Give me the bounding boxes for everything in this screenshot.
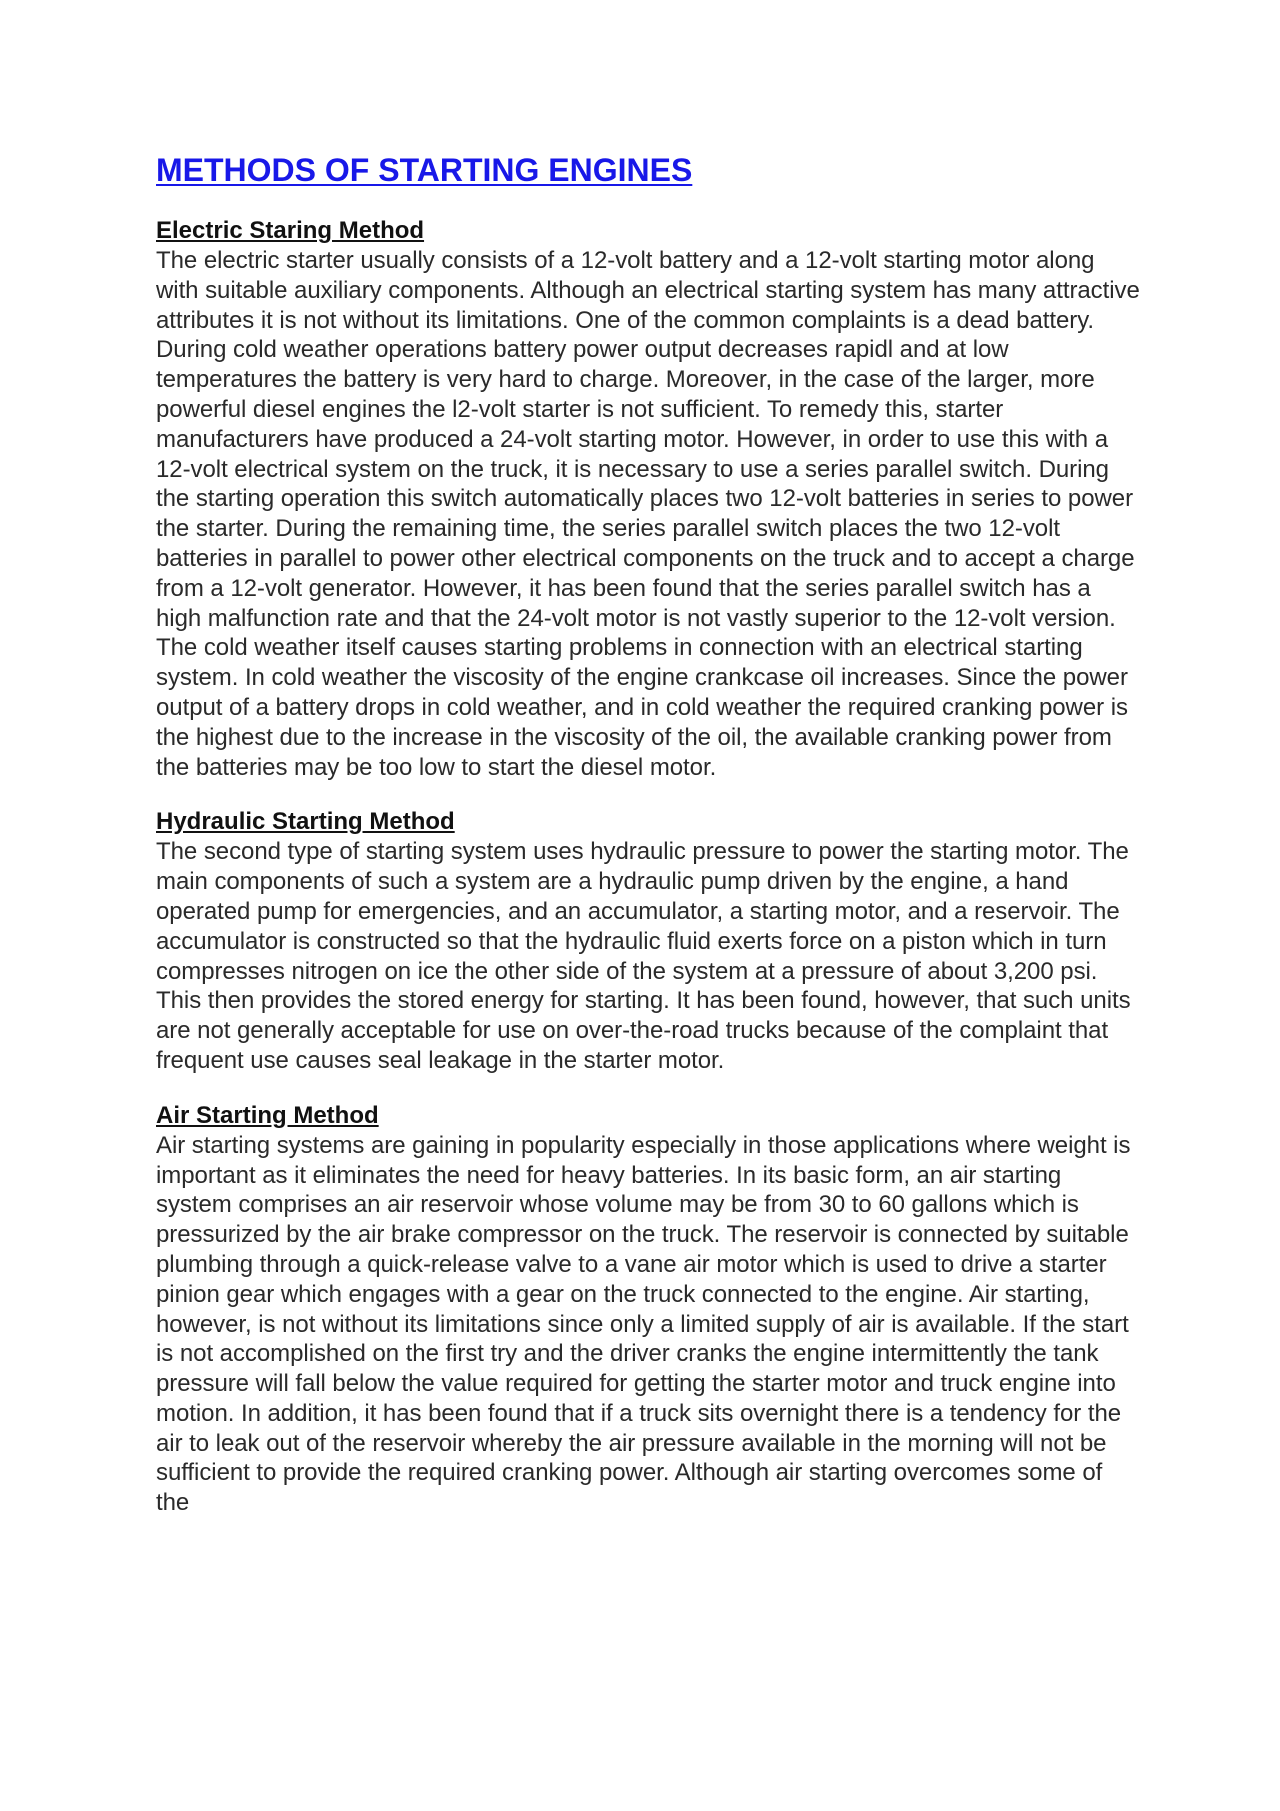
section-paragraph: The second type of starting system uses hydraulic pressure to power the starting motor. The main components of such a system are a hydraulic pump driven by the engine, a hand operated pump for emergencies, and an accumulator, a starting motor, and a reservoir. The accumulator is constructed so that the hydraulic fluid exerts force on a piston which in turn compresses nitrogen on ice the other side of the system at a pressure of about 3,200 psi. This then provides the stored energy for starting. It has been found, however, that such units are not generally acceptable for use on over-the-road trucks because of the complaint that frequent use causes seal leakage in the starter motor. bbox=[156, 838, 1131, 1074]
section-hydraulic bbox=[156, 807, 1141, 1075]
section-air bbox=[156, 1101, 1141, 1518]
section-paragraph: The cold weather itself causes starting problems in connection with an electrical starting system. In cold weather the viscosity of the engine crankcase oil increases. Since the power output of a battery drops in cold weather, and in cold weather the required cranking power is the highest due to the increase in the viscosity of the oil, the available cranking power from the batteries may be too low to start the diesel motor. bbox=[156, 634, 1128, 781]
section-paragraph: Air starting systems are gaining in popularity especially in those applications where weight is important as it eliminates the need for heavy batteries. In its basic form, an air starting system comprises an air reservoir whose volume may be from 30 to 60 gallons which is pressurized by the air brake compressor on the truck. The reservoir is connected by suitable plumbing through a quick-release valve to a vane air motor which is used to drive a starter pinion gear which engages with a gear on the truck connected to the engine. Air starting, however, is not without its limitations since only a limited supply of air is available. If the start is not accomplished on the first try and the driver cranks the engine intermittently the tank pressure will fall below the value required for getting the starter motor and truck engine into motion. In addition, it has been found that if a truck sits overnight there is a tendency for the air to leak out of the reservoir whereby the air pressure available in the morning will not be sufficient to provide the required cranking power. Although air starting overcomes some of the bbox=[156, 1131, 1131, 1517]
section-heading: Hydraulic Starting Method bbox=[156, 808, 455, 836]
section-paragraph: The electric starter usually consists of a 12-volt battery and a 12-volt starting motor along with suitable auxiliary components. Although an electrical starting system has many attractive attributes it is not without its limitations. One of the common complaints is a dead battery. During cold weather operations battery power output decreases rapidl and at low temperatures the battery is very hard to charge. Moreover, in the case of the larger, more powerful diesel engines the l2-volt starter is not sufficient. To remedy this, starter manufacturers have produced a 24-volt starting motor. However, in order to use this with a 12-volt electrical system on the truck, it is necessary to use a series parallel switch. During the starting operation this switch automatically places two 12-volt batteries in series to power the starter. During the remaining time, the series parallel switch places the two 12-volt batteries in parallel to power other electrical components on the truck and to accept a charge from a 12-volt generator. However, it has been found that the series parallel switch has a high malfunction rate and that the 24-volt motor is not vastly superior to the 12-volt version. bbox=[156, 247, 1140, 632]
section-heading: Air Starting Method bbox=[156, 1101, 379, 1129]
section-electric bbox=[156, 216, 1141, 782]
document-page bbox=[156, 150, 1141, 1543]
document-title[interactable]: METHODS OF STARTING ENGINES bbox=[156, 152, 693, 188]
section-heading: Electric Staring Method bbox=[156, 217, 425, 244]
